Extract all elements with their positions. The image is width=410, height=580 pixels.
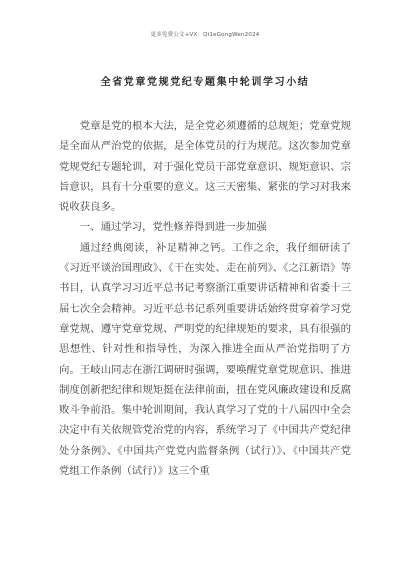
- paragraph-section-1: 通过经典阅读，补足精神之钙。工作之余，我仔细研读了《习近平谈治国理政》、《干在实处、走在前列》、《之江新语》等书目，认真学习习近平总书记考察浙江重要讲话精神和省委十三届七次全会精神。习近平总书记系列重要讲话始终贯穿着学习党章党规、遵守党章党规、严明党的纪律规矩的要求，具有很强的思想性、针对性和指导性，为深入推进全面从严治党指明了方向。王岐山同志在浙江调研时强调，要唤醒党章党规意识、推进制度创新把纪律和规矩挺在法律前面，扭在党风廉政建设和反腐败斗争前沿。集中轮训期间，我认真学习了党的十八届四中全会决定中有关依规管党治党的内容，系统学习了《中国共产党纪律处分条例》、《中国共产党党内监督条例（试行）》、《中国共产党党组工作条例（试行）》这三个重: [59, 241, 351, 478]
- document-title: 全省党章党规党纪专题集中轮训学习小结: [100, 77, 310, 88]
- paragraph-intro: 党章是党的根本大法，是全党必须遵循的总规矩；党章党规是全面从严治党的依据，是全体党员的行为规范。这次参加党章党规党纪专题轮训，对于强化党员干部党章意识、规矩意识、宗旨意识，具有十分重要的意义。这三天密集、紧张的学习对我来说收获良多。: [59, 120, 351, 214]
- header-promo-note: 更多免费公文+VX：Qi1eGongWen2024: [150, 32, 260, 38]
- section-heading-1: 一、通过学习，党性修养得到进一步加强: [79, 221, 267, 234]
- document-body: [59, 116, 351, 481]
